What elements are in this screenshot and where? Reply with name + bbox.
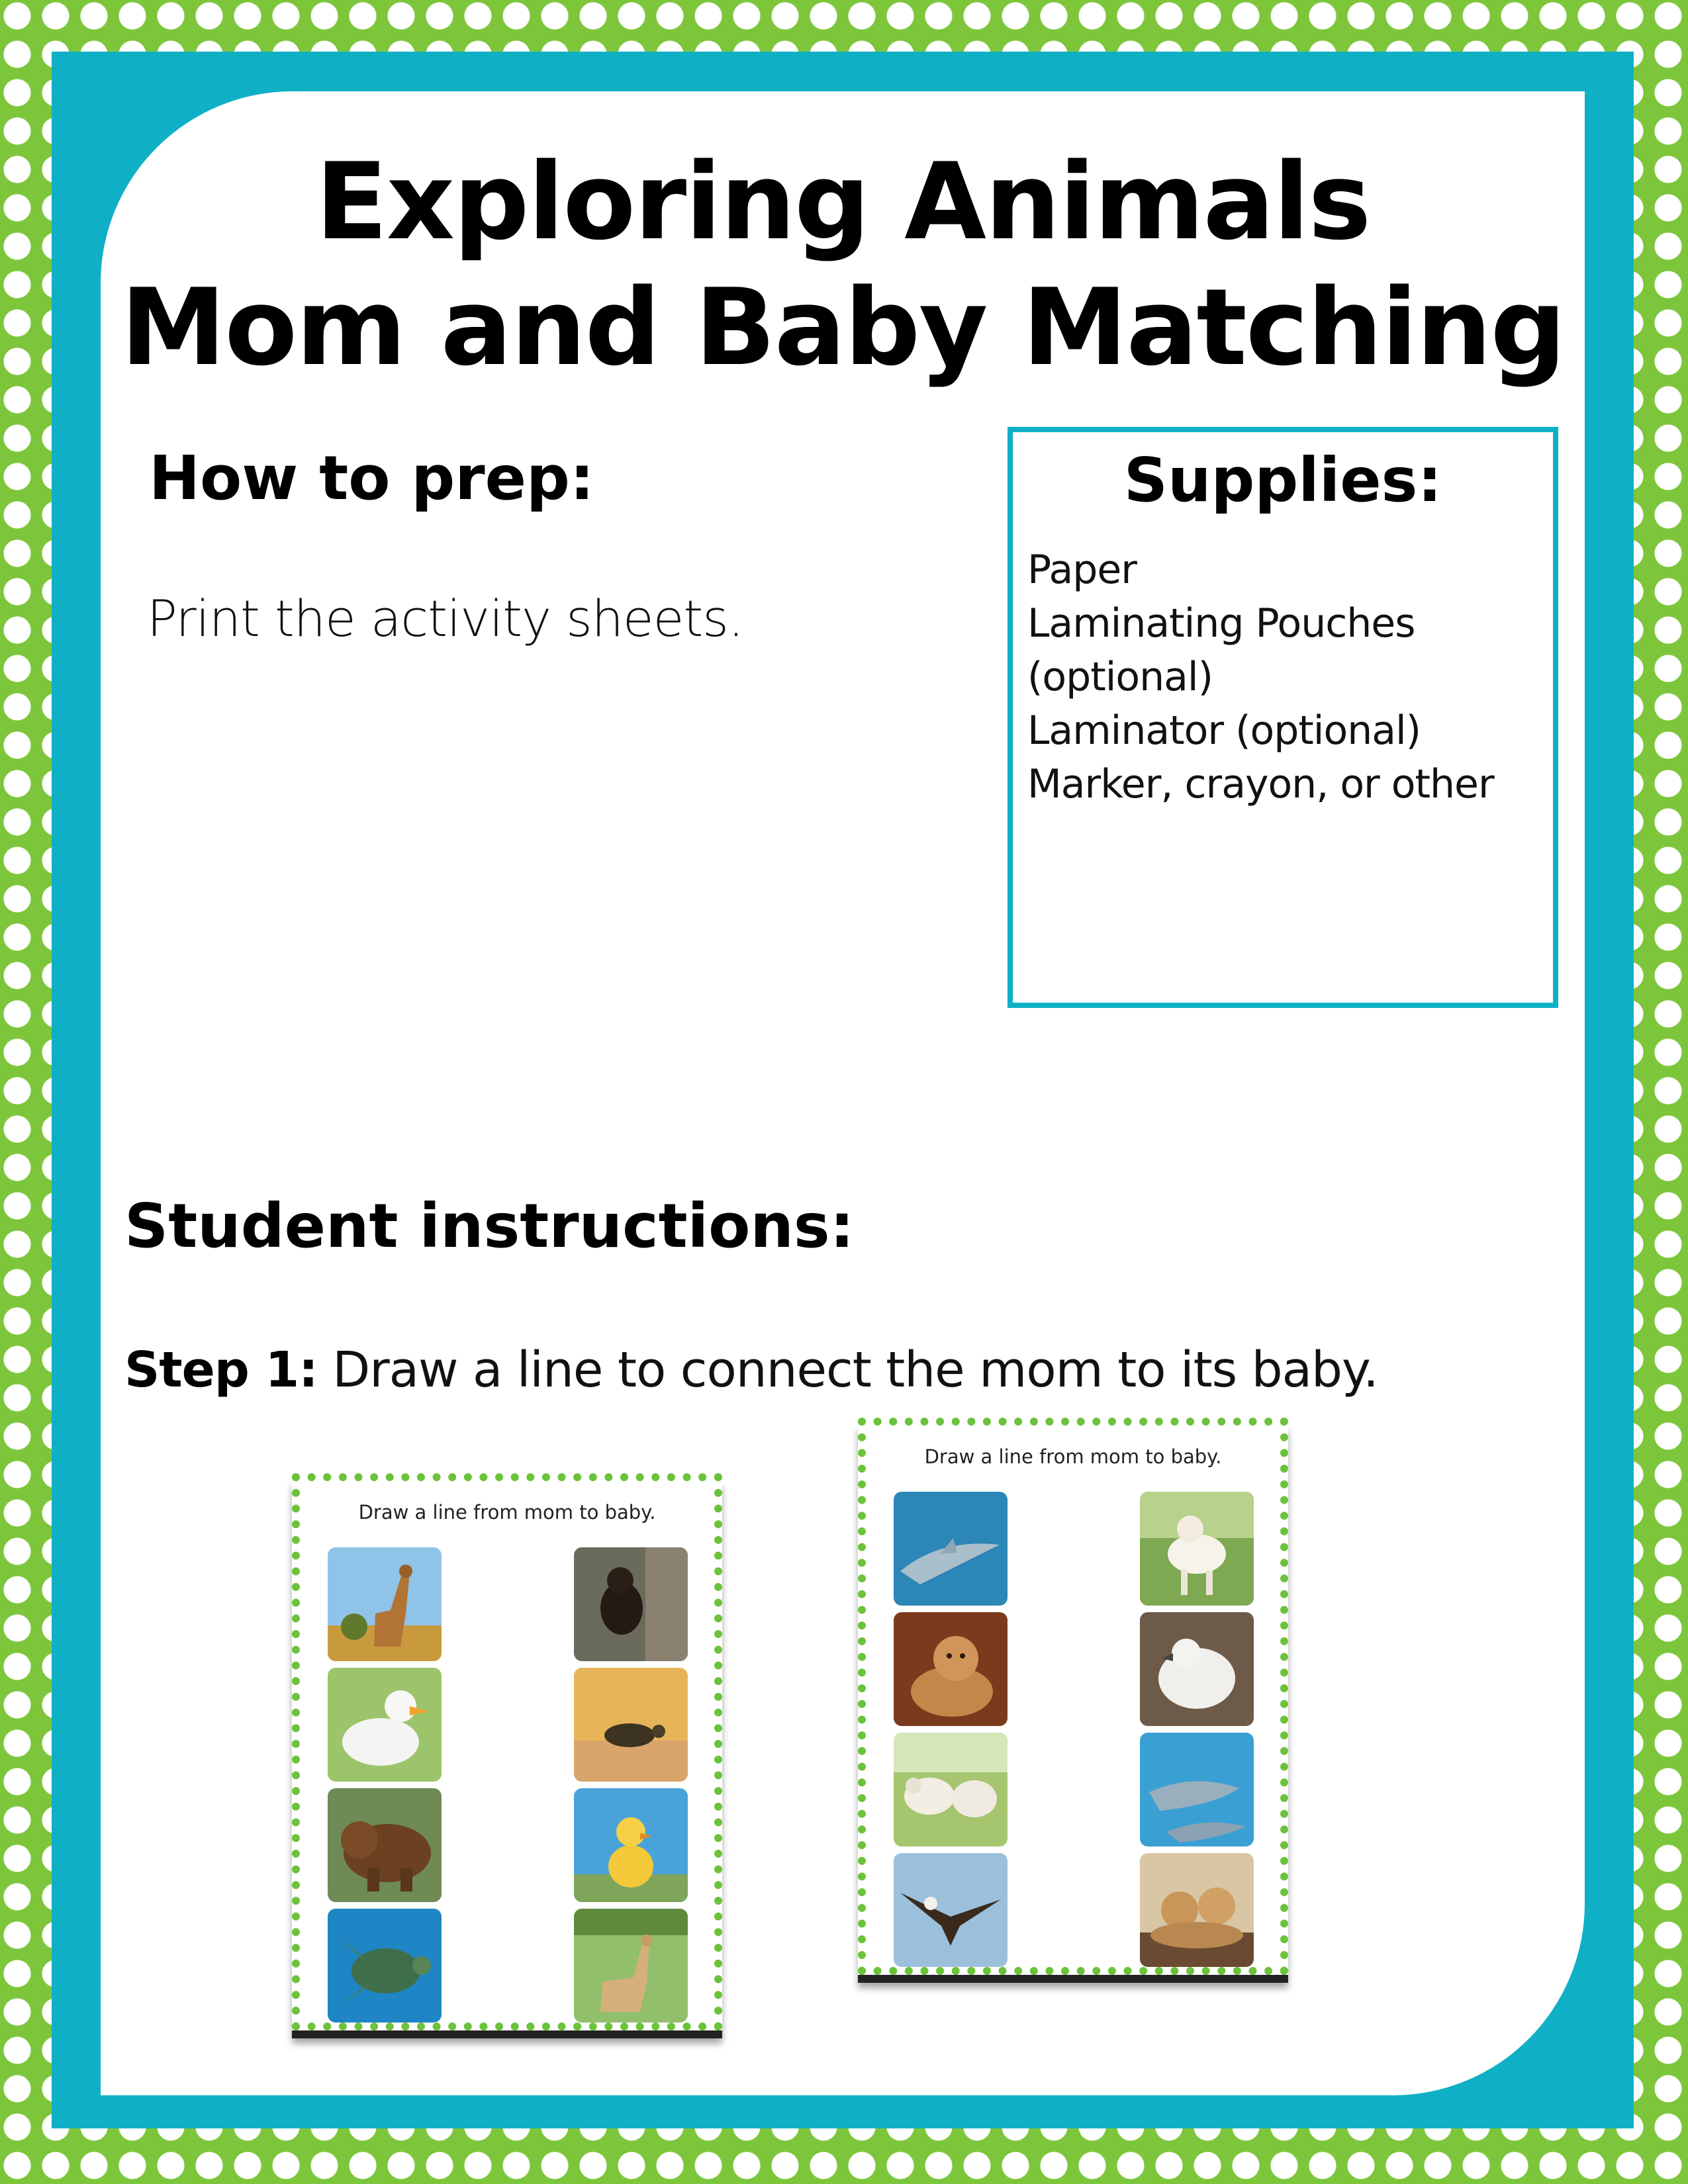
giraffe-photo (328, 1547, 442, 1661)
supplies-heading: Supplies: (1123, 445, 1442, 516)
sheep-photo (894, 1733, 1008, 1846)
supplies-box (1008, 427, 1558, 1008)
worksheet-title: Draw a line from mom to baby. (924, 1445, 1222, 1468)
supplies-item: Paper (1027, 547, 1137, 593)
worksheet-thumbnail-1 (292, 1473, 722, 2030)
prep-heading: How to prep: (149, 443, 594, 514)
baby-giraffe-photo (574, 1909, 688, 2023)
page-title-line-2: Mom and Baby Matching (120, 265, 1565, 389)
dolphin-photo (894, 1492, 1008, 1606)
step-1 (124, 1337, 1378, 1403)
worksheet-thumbnail-2 (858, 1418, 1288, 1975)
worksheet-title: Draw a line from mom to baby. (358, 1501, 656, 1524)
supplies-list (1027, 543, 1494, 811)
eagle-photo (894, 1853, 1008, 1967)
lion-cubs-photo (1140, 1853, 1254, 1967)
lion-photo (894, 1612, 1008, 1726)
baby-turtle-photo (574, 1668, 688, 1782)
lamb-photo (1140, 1492, 1254, 1606)
step-label: Step 1: (124, 1342, 318, 1398)
supplies-item: Laminating Pouches (1027, 600, 1415, 647)
duck-photo (328, 1668, 442, 1782)
step-text: Draw a line to connect the mom to its baby. (317, 1342, 1378, 1398)
supplies-item: Laminator (optional) (1027, 707, 1421, 754)
sea-turtle-photo (328, 1909, 442, 2023)
bear-cub-photo (574, 1547, 688, 1661)
bear-photo (328, 1788, 442, 1902)
instructions-heading: Student instructions: (124, 1191, 855, 1261)
supplies-item: (optional) (1027, 654, 1213, 700)
page-title-line-1: Exploring Animals (315, 140, 1370, 263)
eaglet-photo (1140, 1612, 1254, 1726)
prep-text: Print the activity sheets. (147, 589, 743, 648)
supplies-item: Marker, crayon, or other (1027, 761, 1494, 807)
duckling-photo (574, 1788, 688, 1902)
baby-dolphin-photo (1140, 1733, 1254, 1846)
